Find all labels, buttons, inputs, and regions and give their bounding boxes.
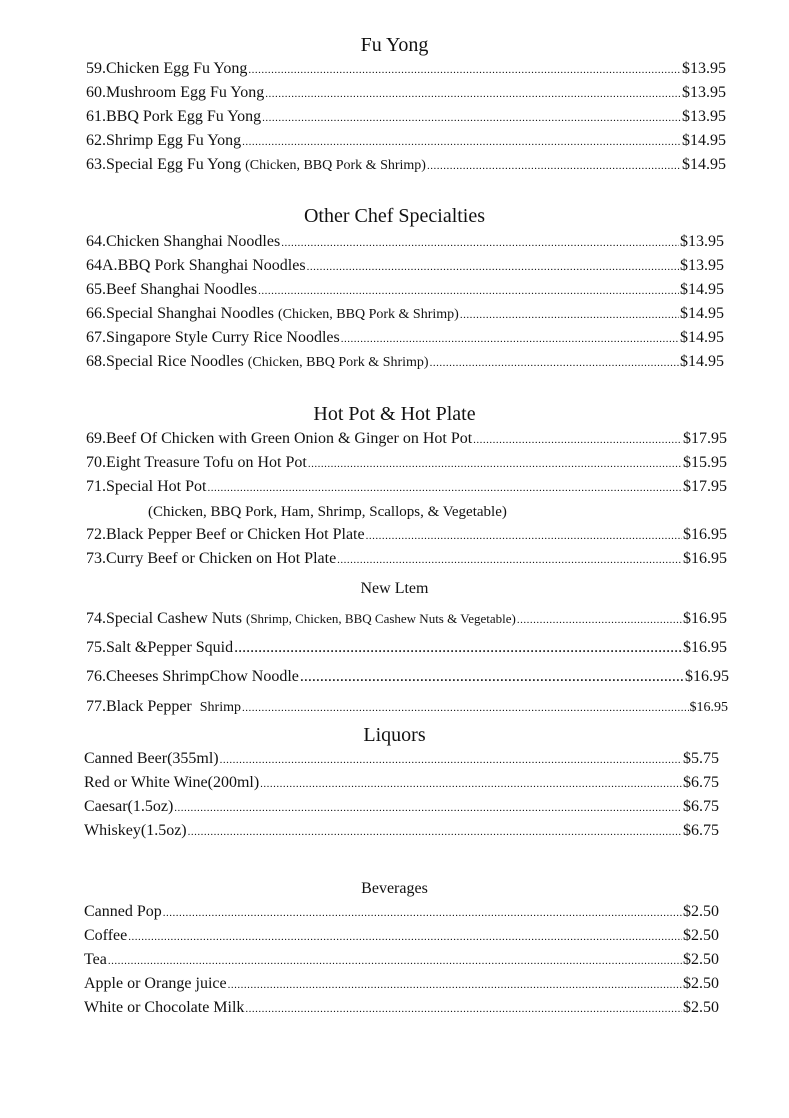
item-price: $13.95 <box>682 84 726 101</box>
item-number: 73. <box>86 550 106 567</box>
menu-item <box>86 108 726 126</box>
item-name: Beef Of Chicken with Green Onion & Ginger on Hot Pot <box>106 430 473 447</box>
item-price: $6.75 <box>683 822 719 839</box>
menu-item <box>86 60 726 78</box>
item-name: Coffee <box>84 927 128 944</box>
leader-dots <box>300 668 684 686</box>
item-number: 59. <box>86 60 106 77</box>
item-price: $6.75 <box>683 774 719 791</box>
section-title-chef-specialties: Other Chef Specialties <box>303 205 486 227</box>
item-number: 71. <box>86 478 106 495</box>
item-name: Black Pepper <box>106 698 192 715</box>
item-note: Shrimp <box>199 700 241 715</box>
leader-dots <box>460 309 679 321</box>
menu-item <box>86 305 724 323</box>
item-number: 62. <box>86 132 106 149</box>
item-number: 64A. <box>86 257 118 274</box>
item-name: Tea <box>84 951 107 968</box>
menu-item <box>86 281 724 299</box>
section-title-fu-yong: Fu Yong <box>360 34 429 56</box>
item-price: $14.95 <box>680 281 724 298</box>
item-name: Apple or Orange juice <box>84 975 227 992</box>
item-name: Chicken Shanghai Noodles <box>106 233 281 250</box>
item-name: Shrimp Egg Fu Yong <box>106 132 242 149</box>
leader-dots <box>248 64 681 76</box>
menu-item <box>84 951 719 969</box>
leader-dots <box>128 931 682 943</box>
leader-dots <box>260 778 682 790</box>
item-number: 70. <box>86 454 106 471</box>
item-price: $2.50 <box>683 951 719 968</box>
item-number: 72. <box>86 526 106 543</box>
item-name: Curry Beef or Chicken on Hot Plate <box>106 550 337 567</box>
leader-dots <box>427 160 681 172</box>
menu-item <box>84 975 719 993</box>
item-price: $16.95 <box>683 526 727 543</box>
menu-item <box>84 798 719 816</box>
item-name: Special Hot Pot <box>106 478 207 495</box>
menu-item <box>84 774 719 792</box>
item-name: Eight Treasure Tofu on Hot Pot <box>106 454 307 471</box>
item-price: $16.95 <box>685 668 729 685</box>
item-name: Special Cashew Nuts <box>106 610 242 627</box>
leader-dots <box>262 112 681 124</box>
item-price: $16.95 <box>683 639 727 656</box>
section-title-hot-pot: Hot Pot & Hot Plate <box>313 403 476 425</box>
item-number: 74. <box>86 610 106 627</box>
menu-item <box>86 668 729 686</box>
item-number: 65. <box>86 281 106 298</box>
menu-item <box>86 233 724 251</box>
item-name: Whiskey(1.5oz) <box>84 822 187 839</box>
leader-dots <box>473 434 682 446</box>
leader-dots <box>337 554 682 566</box>
item-price: $17.95 <box>683 478 727 495</box>
item-note: (Chicken, BBQ Pork & Shrimp) <box>277 307 459 322</box>
menu-item <box>86 430 727 448</box>
item-price: $2.50 <box>683 903 719 920</box>
item-price: $5.75 <box>683 750 719 767</box>
menu-item <box>86 353 724 371</box>
item-note: (Chicken, BBQ Pork & Shrimp) <box>247 355 429 370</box>
item-number: 63. <box>86 156 106 173</box>
item-price: $14.95 <box>680 353 724 370</box>
item-name: Caesar(1.5oz) <box>84 798 174 815</box>
item-price: $2.50 <box>683 975 719 992</box>
item-number: 60. <box>86 84 106 101</box>
item-price: $13.95 <box>682 108 726 125</box>
item-note: (Shrimp, Chicken, BBQ Cashew Nuts & Vegetable) <box>245 611 516 626</box>
item-price: $14.95 <box>680 305 724 322</box>
item-price: $16.95 <box>689 700 728 715</box>
leader-dots <box>366 530 682 542</box>
item-number: 61. <box>86 108 106 125</box>
item-price: $2.50 <box>683 927 719 944</box>
leader-dots <box>207 482 682 494</box>
menu-item <box>84 822 719 840</box>
item-price: $15.95 <box>683 454 727 471</box>
item-price: $6.75 <box>683 798 719 815</box>
menu-item <box>86 257 724 275</box>
menu-item <box>84 750 719 768</box>
leader-dots <box>220 754 682 766</box>
item-name: Singapore Style Curry Rice Noodles <box>106 329 340 346</box>
leader-dots <box>245 1003 682 1015</box>
item-number: 67. <box>86 329 106 346</box>
leader-dots <box>174 802 682 814</box>
leader-dots <box>242 136 681 148</box>
item-name: Red or White Wine(200ml) <box>84 774 260 791</box>
item-number: 75. <box>86 639 106 656</box>
leader-dots <box>307 261 679 273</box>
item-number: 77. <box>86 698 106 715</box>
item-name: Black Pepper Beef or Chicken Hot Plate <box>106 526 365 543</box>
item-price: $2.50 <box>683 999 719 1016</box>
menu-item <box>86 156 726 174</box>
leader-dots <box>430 357 679 369</box>
item-name: Canned Pop <box>84 903 162 920</box>
item-note: (Chicken, BBQ Pork & Shrimp) <box>245 158 426 173</box>
item-name: Special Rice Noodles <box>106 353 244 370</box>
leader-dots <box>242 702 689 714</box>
leader-dots <box>517 614 682 626</box>
menu-item <box>84 903 719 921</box>
item-price: $13.95 <box>682 60 726 77</box>
section-title-new-item: New Ltem <box>360 580 429 597</box>
leader-dots <box>108 955 682 967</box>
item-price: $13.95 <box>680 257 724 274</box>
item-price: $16.95 <box>683 610 727 627</box>
menu-item <box>86 84 726 102</box>
leader-dots <box>341 333 679 345</box>
section-title-beverages: Beverages <box>361 880 428 897</box>
menu-item <box>84 927 719 945</box>
item-number: 76. <box>86 668 106 685</box>
menu-item <box>86 329 724 347</box>
leader-dots <box>265 88 681 100</box>
leader-dots <box>308 458 682 470</box>
item-number: 66. <box>86 305 106 322</box>
leader-dots <box>163 907 682 919</box>
leader-dots <box>258 285 679 297</box>
menu-item <box>86 610 727 628</box>
item-price: $14.95 <box>680 329 724 346</box>
item-name: Salt &Pepper Squid <box>106 639 234 656</box>
item-name: Special Egg Fu Yong <box>106 156 242 173</box>
item-name: Canned Beer(355ml) <box>84 750 219 767</box>
item-name: Mushroom Egg Fu Yong <box>106 84 265 101</box>
menu-item <box>84 999 719 1017</box>
menu-item <box>86 698 728 716</box>
item-price: $13.95 <box>680 233 724 250</box>
menu-item <box>86 132 726 150</box>
menu-item <box>86 526 727 544</box>
item-number: 68. <box>86 353 106 370</box>
menu-item <box>86 550 727 568</box>
item-name: Beef Shanghai Noodles <box>106 281 258 298</box>
item-price: $14.95 <box>682 156 726 173</box>
section-title-liquors: Liquors <box>363 724 426 746</box>
item-name: Cheeses ShrimpChow Noodle <box>106 668 299 685</box>
item-price: $17.95 <box>683 430 727 447</box>
item-name: Special Shanghai Noodles <box>106 305 274 322</box>
menu-item <box>86 454 727 472</box>
leader-dots <box>188 826 682 838</box>
item-price: $16.95 <box>683 550 727 567</box>
item-name: Chicken Egg Fu Yong <box>106 60 248 77</box>
menu-item <box>86 639 727 657</box>
menu-item <box>86 478 727 496</box>
item-number: 64. <box>86 233 106 250</box>
item-name: White or Chocolate Milk <box>84 999 245 1016</box>
leader-dots <box>281 237 679 249</box>
item-name: BBQ Pork Shanghai Noodles <box>117 257 306 274</box>
item-name: BBQ Pork Egg Fu Yong <box>106 108 262 125</box>
item-sub-note: (Chicken, BBQ Pork, Ham, Shrimp, Scallops, & Vegetable) <box>148 504 507 520</box>
leader-dots <box>228 979 682 991</box>
leader-dots <box>234 639 682 657</box>
item-number: 69. <box>86 430 106 447</box>
item-price: $14.95 <box>682 132 726 149</box>
